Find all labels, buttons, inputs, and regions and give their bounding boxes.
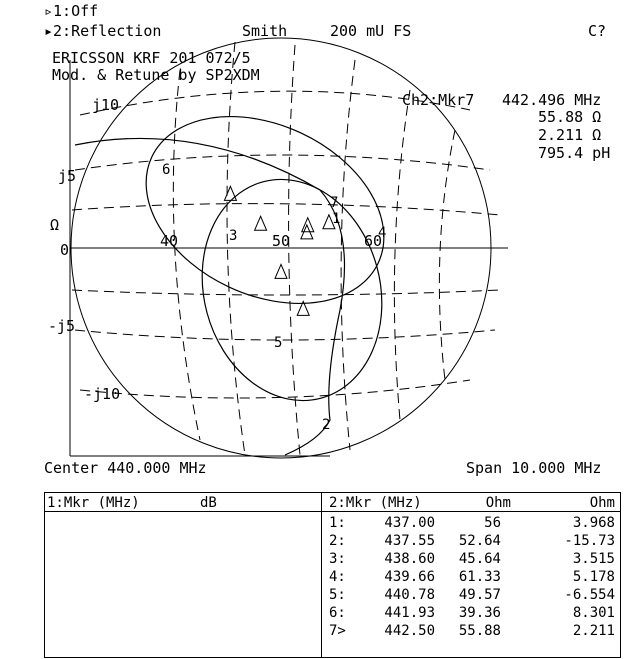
row-index: 1: [329, 515, 346, 531]
marker-triangle-1 [302, 218, 314, 232]
row-frequency: 437.55 [384, 533, 435, 549]
right-header-ohm-x: Ohm [589, 495, 615, 511]
label-zero: 0 [60, 241, 70, 259]
label-r60: 60 [364, 232, 383, 250]
row-frequency: 442.50 [384, 623, 435, 639]
row-frequency: 439.66 [384, 569, 435, 585]
row-reactance: 2.211 [572, 623, 615, 639]
marker-label-2: 2 [322, 417, 331, 433]
marker-triangle-3 [255, 216, 267, 230]
label-j5: j5 [58, 167, 77, 185]
label-minus-j5: -j5 [48, 317, 76, 335]
title-line-2: Mod. & Retune by SP2XDM [52, 66, 260, 84]
row-frequency: 440.78 [384, 587, 435, 603]
row-reactance: -6.554 [564, 587, 615, 603]
label-r50: 50 [272, 232, 291, 250]
row-resistance: 52.64 [458, 533, 501, 549]
row-resistance: 56 [484, 515, 501, 531]
row-index: 6: [329, 605, 346, 621]
row-index: 5: [329, 587, 346, 603]
row-index: 2: [329, 533, 346, 549]
readout-frequency: 442.496 MHz [502, 91, 602, 109]
readout-marker-label: Ch2:Mkr7 [402, 91, 475, 109]
row-reactance: 5.178 [572, 569, 615, 585]
marker-triangle-6 [224, 186, 236, 200]
row-resistance: 61.33 [458, 569, 501, 585]
row-reactance: 8.301 [572, 605, 615, 621]
title-line-1: ERICSSON KRF 201 072/5 [52, 49, 251, 67]
span-frequency: Span 10.000 MHz [466, 459, 602, 477]
left-header-db: dB [200, 495, 217, 511]
right-header-ohm-r: Ohm [485, 495, 511, 511]
row-reactance: 3.968 [572, 515, 615, 531]
channel2-label[interactable]: ▸2:Reflection [44, 22, 162, 40]
marker-label-3: 3 [229, 228, 238, 244]
marker-layer [224, 186, 334, 315]
label-minus-j10: -j10 [84, 385, 121, 403]
status-label: C? [588, 22, 607, 40]
row-frequency: 437.00 [384, 515, 435, 531]
row-resistance: 49.57 [458, 587, 501, 603]
trace-path [75, 138, 345, 455]
right-header-marker: 2:Mkr (MHz) [329, 495, 422, 511]
row-resistance: 55.88 [458, 623, 501, 639]
marker-label-5: 5 [274, 335, 283, 351]
row-resistance: 45.64 [458, 551, 501, 567]
trace-loop-2 [178, 159, 406, 421]
row-reactance: -15.73 [564, 533, 615, 549]
marker-label-1: 1 [332, 211, 341, 227]
row-index: 3: [329, 551, 346, 567]
row-index: 7> [329, 623, 346, 639]
table-divider [321, 493, 322, 657]
marker-label-7: 7 [330, 195, 339, 211]
marker-table [44, 492, 621, 658]
left-header-marker: 1:Mkr (MHz) [47, 495, 140, 511]
row-resistance: 39.36 [458, 605, 501, 621]
marker-label-4: 4 [378, 225, 387, 241]
readout-reactance: 2.211 Ω [538, 126, 602, 144]
row-reactance: 3.515 [572, 551, 615, 567]
row-frequency: 441.93 [384, 605, 435, 621]
readout-capacitance: 795.4 pH [538, 144, 611, 162]
format-label: Smith [242, 22, 288, 40]
channel1-label[interactable]: ▹1:Off [44, 2, 99, 20]
scale-label: 200 mU FS [330, 22, 412, 40]
label-r40: 40 [160, 232, 179, 250]
center-frequency: Center 440.000 MHz [44, 459, 207, 477]
row-index: 4: [329, 569, 346, 585]
label-ohm: Ω [50, 216, 60, 234]
trace-loop-1 [116, 80, 414, 340]
marker-label-6: 6 [162, 162, 171, 178]
readout-resistance: 55.88 Ω [538, 108, 602, 126]
row-frequency: 438.60 [384, 551, 435, 567]
label-j10: j10 [92, 96, 120, 114]
marker-triangle-5 [275, 264, 287, 278]
